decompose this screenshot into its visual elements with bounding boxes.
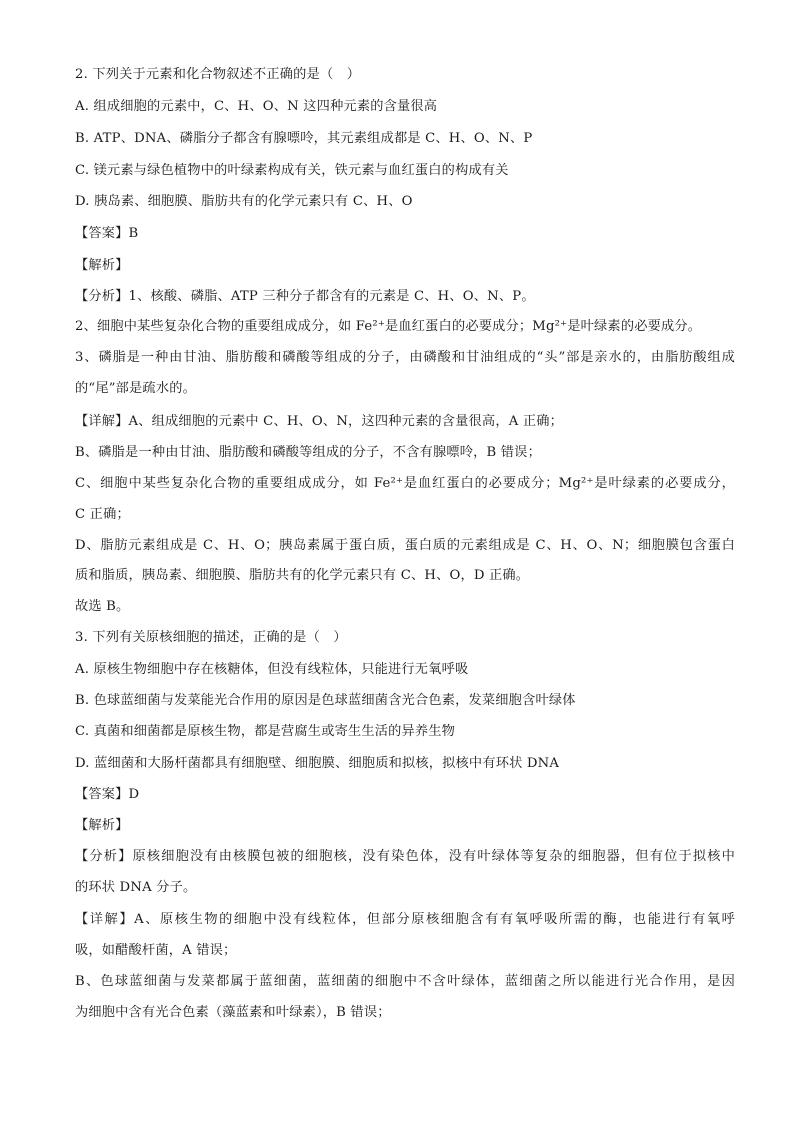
question-2-detail-line: 质和脂质，胰岛素、细胞膜、脂肪共有的化学元素只有 C、H、O，D 正确。 [75,568,530,583]
question-3-detail-line: 为细胞中含有光合色素（藻蓝素和叶绿素），B 错误； [75,1005,391,1020]
question-2-analysis-line: 的“尾”部是疏水的。 [75,381,196,396]
question-2-analysis-line: 3、磷脂是一种由甘油、脂肪酸和磷酸等组成的分子，由磷酸和甘油组成的“头”部是亲水的，由脂肪酸组成 [75,350,735,365]
question-3-analysis-line: 的环状 DNA 分子。 [75,880,197,895]
question-3-option-d: D. 蓝细菌和大肠杆菌都具有细胞壁、细胞膜、细胞质和拟核，拟核中有环状 DNA [75,756,560,771]
question-2-detail-line: D、脂肪元素组成是 C、H、O；胰岛素属于蛋白质，蛋白质的元素组成是 C、H、O、N；细胞膜包含蛋白 [75,538,735,553]
question-3-option-c: C. 真菌和细菌都是原核生物，都是营腐生或寄生生活的异养生物 [75,724,456,739]
question-3-analysis-label: 【解析】 [75,818,129,833]
question-3-detail-line: 吸，如醋酸杆菌，A 错误； [75,943,237,958]
question-3-detail-line: B、色球蓝细菌与发菜都属于蓝细菌，蓝细菌的细胞中不含叶绿体，蓝细菌之所以能进行光合作用，是因 [75,974,735,989]
question-2-analysis-label: 【解析】 [75,258,129,273]
question-2-answer: 【答案】B [75,226,139,241]
question-2-stem: 2. 下列关于元素和化合物叙述不正确的是（ ） [75,67,361,82]
question-3-stem: 3. 下列有关原核细胞的描述，正确的是（ ） [75,630,347,645]
question-2-detail-line: 故选 B。 [75,599,130,614]
question-2-detail-line: C 正确； [75,507,130,522]
question-3-answer: 【答案】D [75,787,140,802]
question-2-option-c: C. 镁元素与绿色植物中的叶绿素构成有关，铁元素与血红蛋白的构成有关 [75,163,509,178]
question-2-analysis-line: 【分析】1、核酸、磷脂、ATP 三种分子都含有的元素是 C、H、O、N、P。 [75,289,535,304]
question-2-option-d: D. 胰岛素、细胞膜、脂肪共有的化学元素只有 C、H、O [75,194,413,209]
question-2-detail-line: B、磷脂是一种由甘油、脂肪酸和磷酸等组成的分子，不含有腺嘌呤，B 错误； [75,445,541,460]
question-3-option-a: A. 原核生物细胞中存在核糖体，但没有线粒体，只能进行无氧呼吸 [75,662,469,677]
question-2-detail-line: 【详解】A、组成细胞的元素中 C、H、O、N，这四种元素的含量很高，A 正确； [75,414,563,429]
question-2-analysis-line: 2、细胞中某些复杂化合物的重要组成成分，如 Fe²⁺是血红蛋白的必要成分；Mg²⁺是叶绿素的必要成分。 [75,319,702,334]
question-2-detail-line: C、细胞中某些复杂化合物的重要组成成分，如 Fe²⁺是血红蛋白的必要成分；Mg²⁺是叶绿素的必要成分， [75,476,735,491]
question-2-option-a: A. 组成细胞的元素中，C、H、O、N 这四种元素的含量很高 [75,99,438,114]
question-3-option-b: B. 色球蓝细菌与发菜能光合作用的原因是色球蓝细菌含光合色素，发菜细胞含叶绿体 [75,693,576,708]
question-3-analysis-line: 【分析】原核细胞没有由核膜包被的细胞核，没有染色体，没有叶绿体等复杂的细胞器，但有位于拟核中 [75,849,735,864]
question-2-option-b: B. ATP、DNA、磷脂分子都含有腺嘌呤，其元素组成都是 C、H、O、N、P [75,131,533,146]
question-3-detail-line: 【详解】A、原核生物的细胞中没有线粒体，但部分原核细胞含有有氧呼吸所需的酶，也能进行有氧呼 [75,912,735,927]
